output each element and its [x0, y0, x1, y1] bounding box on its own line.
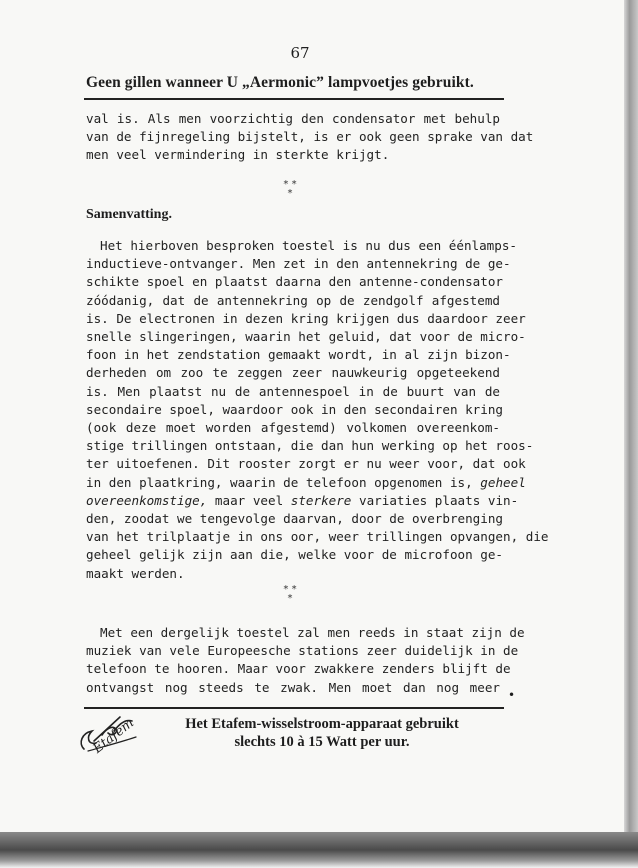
text-segment: in den plaatkring, waarin de telefoon opgenomen is,	[86, 474, 481, 490]
asterism-text: * * *	[283, 584, 297, 604]
page-number: 67	[290, 44, 310, 62]
footer-line-2: slechts 10 à 15 Watt per uur.	[234, 734, 410, 750]
asterism-text: * * *	[283, 179, 297, 199]
section-title: Samenvatting.	[86, 207, 172, 222]
text-line: van de fijnregeling bijstelt, is er ook geen sprake van dat	[86, 129, 534, 145]
paragraph-intro	[86, 110, 534, 165]
etafem-logo	[74, 703, 144, 757]
text-line	[86, 474, 526, 492]
asterism-divider	[270, 180, 310, 198]
running-head: Geen gillen wanneer U „Aermonic” lampvoetjes gebruikt.	[86, 74, 474, 91]
text-line: stige trillingen ontstaan, die dan hun werking op het roos-	[86, 438, 534, 454]
text-line: maakt werden.	[86, 565, 185, 581]
header-rule	[84, 98, 504, 100]
text-line: is. Men plaatst nu de antennespoel in de buurt van de	[86, 383, 500, 399]
text-line: zóódanig, dat de antennekring op de zendgolf afgestemd	[86, 292, 500, 308]
italic-segment: geheel	[480, 474, 526, 490]
text-line: (ook deze moet worden afgestemd) volkomen overeenkom-	[86, 420, 500, 436]
text-line: men veel vermindering in sterkte krijgt.	[86, 147, 390, 163]
logo-text: Etafem	[90, 715, 137, 757]
text-line: van het trilplaatje in ons oor, weer trillingen opvangen, die	[86, 529, 549, 545]
footer-line-1: Het Etafem-wisselstroom-apparaat gebruikt	[185, 716, 459, 732]
text-line: secondaire spoel, waardoor ook in den secondairen kring	[86, 401, 504, 417]
text-line: Met een dergelijk toestel zal men reeds in staat zijn de	[100, 625, 525, 640]
paragraph-closing	[86, 624, 525, 697]
page-right-edge	[624, 0, 638, 868]
text-line: geheel gelijk zijn aan die, welke voor de microfoon ge-	[86, 547, 504, 563]
asterism-divider	[270, 585, 310, 603]
text-line: is. De electronen in dezen kring krijgen dus daardoor zeer	[86, 310, 526, 326]
text-line: schikte spoel en plaatst daarna den antenne-condensator	[86, 274, 504, 290]
text-segment: variaties plaats vin-	[351, 492, 519, 508]
text-line: Het hierboven besproken toestel is nu dus een éénlamps-	[100, 238, 518, 253]
italic-segment: sterkere	[290, 492, 352, 508]
paragraph-summary	[86, 237, 549, 583]
text-line: snelle slingeringen, waarin het geluid, dat voor de micro-	[86, 329, 526, 345]
text-line	[86, 492, 519, 510]
text-line: telefoon te hooren. Maar voor zwakkere zenders blijft de	[86, 661, 511, 677]
italic-segment: overeenkomstige,	[86, 492, 208, 508]
text-line: ter uitoefenen. Dit rooster zorgt er nu weer voor, dat ook	[86, 456, 526, 472]
text-line: ontvangst nog steeds te zwak. Men moet dan nog meer	[86, 679, 500, 695]
scan-bottom-edge	[0, 832, 638, 868]
text-line: val is. Als men voorzichtig den condensator met behulp	[86, 111, 500, 126]
text-segment: maar veel	[207, 492, 291, 508]
bullet-mark: •	[508, 688, 516, 702]
text-line: derheden om zoo te zeggen zeer nauwkeurig opgeteekend	[86, 365, 500, 381]
text-line: den, zoodat we tengevolge daarvan, door de overbrenging	[86, 511, 504, 527]
text-line: foon in het zendstation gemaakt wordt, in al zijn bizon-	[86, 347, 511, 363]
text-line: muziek van vele Europeesche stations zeer duidelijk in de	[86, 643, 519, 659]
text-line: inductieve-ontvanger. Men zet in den antennekring de ge-	[86, 256, 511, 272]
footer-rule	[84, 707, 504, 709]
